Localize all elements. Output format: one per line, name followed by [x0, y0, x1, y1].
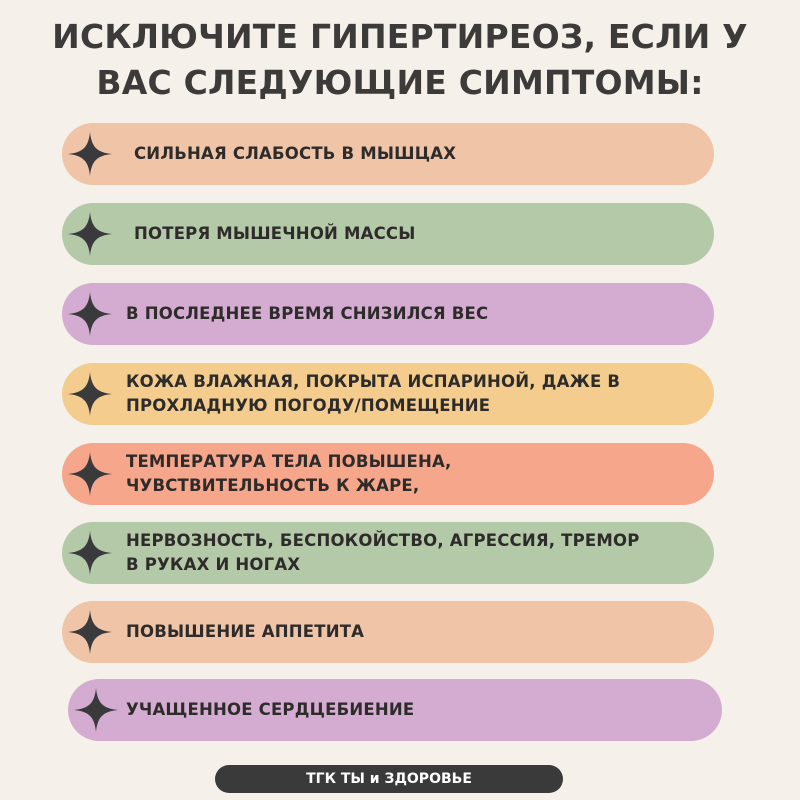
star-icon [66, 529, 114, 577]
symptom-item-temperature [62, 443, 714, 505]
symptom-text: СИЛЬНАЯ СЛАБОСТЬ В МЫШЦАХ [134, 144, 457, 163]
star-icon [66, 130, 114, 178]
title-line-2: ВАС СЛЕДУЮЩИЕ СИМПТОМЫ: [96, 63, 704, 102]
symptom-text: ПОТЕРЯ МЫШЕЧНОЙ МАССЫ [134, 224, 416, 243]
star-icon [72, 686, 120, 734]
page-title [0, 14, 800, 106]
star-icon [66, 370, 114, 418]
title-line-1: ИСКЛЮЧИТЕ ГИПЕРТИРЕОЗ, ЕСЛИ У [52, 17, 748, 56]
symptom-text: УЧАЩЕННОЕ СЕРДЦЕБИЕНИЕ [126, 700, 415, 719]
channel-badge: ТГК ТЫ и ЗДОРОВЬЕ [215, 765, 563, 793]
star-icon [66, 290, 114, 338]
symptom-item-muscle-loss [62, 203, 714, 265]
symptom-item-muscle-weakness [62, 123, 714, 185]
symptom-text: НЕРВОЗНОСТЬ, БЕСПОКОЙСТВО, АГРЕССИЯ, ТРЕМОР В РУКАХ И НОГАХ [126, 531, 640, 574]
star-icon [66, 608, 114, 656]
symptom-item-moist-skin [62, 363, 714, 425]
symptom-item-heartbeat [68, 679, 722, 741]
symptom-text: ПОВЫШЕНИЕ АППЕТИТА [126, 622, 365, 641]
symptom-text: В ПОСЛЕДНЕЕ ВРЕМЯ СНИЗИЛСЯ ВЕС [126, 304, 489, 323]
symptom-item-nervousness [62, 522, 714, 584]
star-icon [66, 210, 114, 258]
symptom-item-appetite [62, 601, 714, 663]
symptom-item-weight-loss [62, 283, 714, 345]
star-icon [66, 450, 114, 498]
symptom-text: КОЖА ВЛАЖНАЯ, ПОКРЫТА ИСПАРИНОЙ, ДАЖЕ В ПРОХЛАДНУЮ ПОГОДУ/ПОМЕЩЕНИЕ [126, 372, 621, 415]
symptom-text: ТЕМПЕРАТУРА ТЕЛА ПОВЫШЕНА, ЧУВСТВИТЕЛЬНОСТЬ К ЖАРЕ, [126, 452, 452, 495]
